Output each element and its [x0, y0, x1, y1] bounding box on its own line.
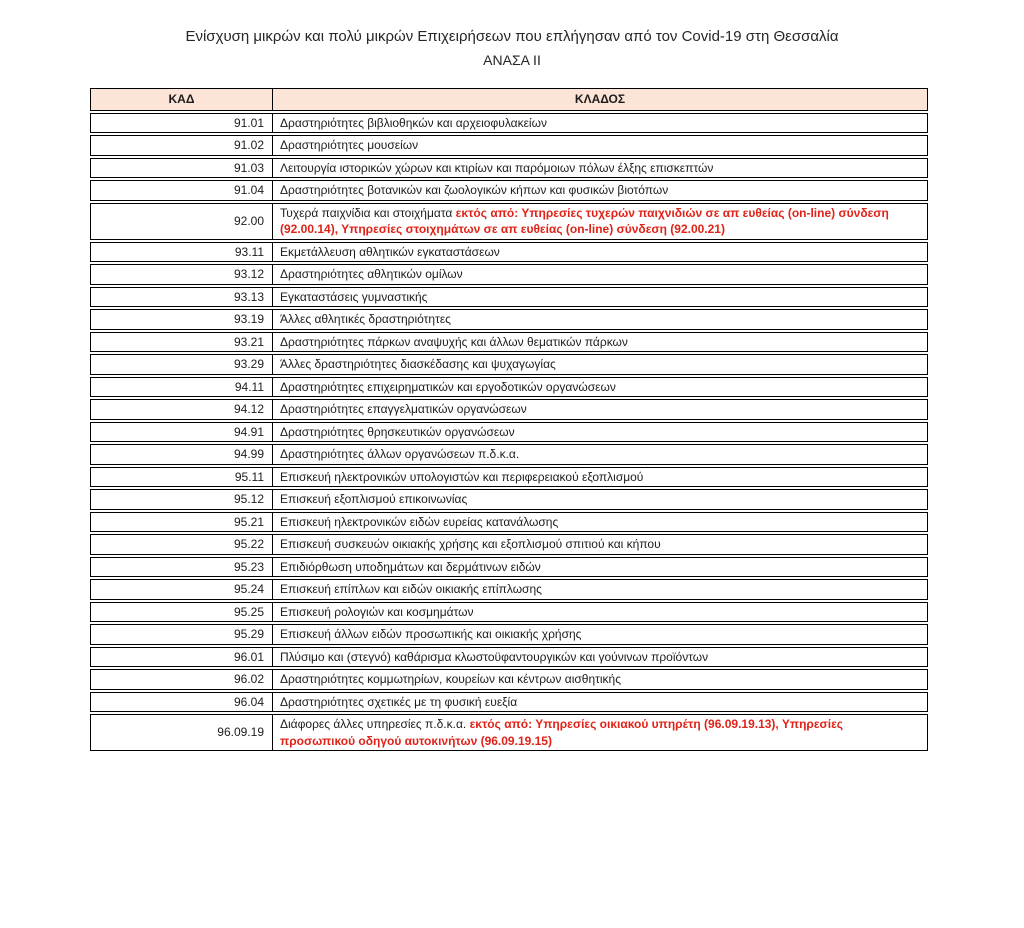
table-row [90, 692, 928, 713]
klados-cell [273, 490, 927, 509]
klados-text: Δραστηριότητες σχετικές με τη φυσική ευεξία [280, 694, 518, 709]
table-row [90, 467, 928, 488]
klados-cell [273, 136, 927, 155]
table-row [90, 180, 928, 201]
klados-cell [273, 648, 927, 667]
table-row [90, 377, 928, 398]
kad-value: 91.04 [91, 181, 273, 200]
kad-value: 93.19 [91, 310, 273, 329]
klados-cell [273, 535, 927, 554]
klados-text: Δραστηριότητες κομμωτηρίων, κουρείων και κέντρων αισθητικής [280, 672, 621, 686]
table-row [90, 579, 928, 600]
table-row [90, 242, 928, 263]
table-row [90, 203, 928, 240]
table-row [90, 557, 928, 578]
kad-value: 95.29 [91, 625, 273, 644]
kad-value: 94.99 [91, 445, 273, 464]
klados-exception: εκτός από: Υπηρεσίες οικιακού υπηρέτη (96.09.19.13), Υπηρεσίες προσωπικού οδηγού αυτοκινήτων (96.09.19.15) [280, 717, 843, 748]
kad-value: 94.91 [91, 423, 273, 442]
kad-value: 91.02 [91, 136, 273, 155]
page-subtitle: ΑΝΑΣΑ ΙΙ [483, 52, 541, 68]
klados-cell [273, 468, 927, 487]
klados-text: Τυχερά παιχνίδια και στοιχήματα [280, 205, 453, 220]
klados-text: Διάφορες άλλες υπηρεσίες π.δ.κ.α. [280, 717, 467, 731]
klados-cell [273, 580, 927, 599]
table-row [90, 399, 928, 420]
table-row [90, 287, 928, 308]
kad-value: 93.21 [91, 333, 273, 352]
table-row [90, 354, 928, 375]
table-row [90, 489, 928, 510]
klados-cell [273, 670, 927, 689]
kad-value: 93.13 [91, 288, 273, 307]
klados-cell [273, 715, 927, 750]
table-row [90, 332, 928, 353]
klados-cell [273, 625, 927, 644]
kad-value: 94.11 [91, 378, 273, 397]
klados-exception: εκτός από: Υπηρεσίες τυχερών παιχνιδιών σε απ ευθείας (on-line) σύνδεση (92.00.14), Υπηρεσίες στοιχημάτων σε απ ευθείας (on-line) σύνδεση (92.00.21) [280, 205, 889, 236]
document-header [0, 0, 1024, 70]
klados-text: Δραστηριότητες άλλων οργανώσεων π.δ.κ.α. [280, 447, 520, 461]
klados-cell [273, 378, 927, 397]
klados-cell [273, 423, 927, 442]
klados-text: Εκμετάλλευση αθλητικών εγκαταστάσεων [280, 244, 500, 259]
kad-value: 93.12 [91, 265, 273, 284]
table-row [90, 264, 928, 285]
kad-value: 93.11 [91, 243, 273, 262]
table-row [90, 512, 928, 533]
klados-text: Δραστηριότητες μουσείων [280, 138, 419, 152]
kad-value: 93.29 [91, 355, 273, 374]
klados-cell [273, 603, 927, 622]
klados-text: Επισκευή συσκευών οικιακής χρήσης και εξοπλισμού σπιτιού και κήπου [280, 537, 661, 551]
klados-text: Δραστηριότητες επαγγελματικών οργανώσεων [280, 402, 527, 416]
kad-value: 92.00 [91, 204, 273, 239]
kad-value: 96.09.19 [91, 715, 273, 750]
kad-value: 95.12 [91, 490, 273, 509]
table-row [90, 309, 928, 330]
klados-text: Εγκαταστάσεις γυμναστικής [280, 289, 428, 304]
klados-text: Δραστηριότητες βοτανικών και ζωολογικών κήπων και φυσικών βιοτόπων [280, 183, 669, 197]
klados-text: Πλύσιμο και (στεγνό) καθάρισμα κλωστοϋφαντουργικών και γούνινων προϊόντων [280, 649, 709, 664]
kad-table [90, 88, 928, 753]
kad-value: 95.23 [91, 558, 273, 577]
kad-value: 96.04 [91, 693, 273, 712]
kad-value: 91.03 [91, 159, 273, 178]
kad-value: 95.22 [91, 535, 273, 554]
kad-value: 96.02 [91, 670, 273, 689]
table-row [90, 624, 928, 645]
table-row [90, 534, 928, 555]
kad-value: 95.24 [91, 580, 273, 599]
table-row [90, 158, 928, 179]
klados-text: Επισκευή ηλεκτρονικών υπολογιστών και περιφερειακού εξοπλισμού [280, 469, 644, 484]
klados-cell [273, 243, 927, 262]
klados-text: Επισκευή ηλεκτρονικών ειδών ευρείας κατανάλωσης [280, 514, 559, 529]
klados-text: Επισκευή επίπλων και ειδών οικιακής επίπλωσης [280, 582, 542, 596]
kad-value: 95.25 [91, 603, 273, 622]
table-row [90, 422, 928, 443]
kad-value: 95.21 [91, 513, 273, 532]
klados-text: Δραστηριότητες πάρκων αναψυχής και άλλων θεματικών πάρκων [280, 334, 628, 349]
table-header-row [90, 88, 928, 111]
klados-cell [273, 114, 927, 133]
table-body [90, 113, 928, 752]
table-row [90, 444, 928, 465]
klados-text: Επισκευή ρολογιών και κοσμημάτων [280, 604, 474, 619]
klados-cell [273, 513, 927, 532]
klados-cell [273, 333, 927, 352]
klados-text: Δραστηριότητες βιβλιοθηκών και αρχειοφυλακείων [280, 115, 547, 130]
table-row [90, 113, 928, 134]
klados-cell [273, 159, 927, 178]
table-row [90, 647, 928, 668]
kad-value: 96.01 [91, 648, 273, 667]
klados-cell [273, 445, 927, 464]
header-kad: ΚΑΔ [91, 89, 273, 110]
klados-cell [273, 558, 927, 577]
page-title: Ενίσχυση μικρών και πολύ μικρών Επιχειρήσεων που επλήγησαν από τον Covid-19 στη Θεσσαλία [185, 28, 839, 45]
table-row [90, 135, 928, 156]
kad-value: 95.11 [91, 468, 273, 487]
klados-text: Επισκευή άλλων ειδών προσωπικής και οικιακής χρήσης [280, 627, 582, 641]
klados-cell [273, 288, 927, 307]
klados-text: Επισκευή εξοπλισμού επικοινωνίας [280, 492, 468, 506]
klados-cell [273, 400, 927, 419]
klados-cell [273, 181, 927, 200]
klados-text: Δραστηριότητες θρησκευτικών οργανώσεων [280, 424, 515, 439]
klados-cell [273, 310, 927, 329]
klados-cell [273, 204, 927, 239]
header-klados: ΚΛΑΔΟΣ [574, 92, 626, 106]
klados-text: Λειτουργία ιστορικών χώρων και κτιρίων και παρόμοιων πόλων έλξης επισκεπτών [280, 160, 714, 175]
kad-value: 91.01 [91, 114, 273, 133]
table-row [90, 714, 928, 751]
klados-cell [273, 693, 927, 712]
klados-cell [273, 265, 927, 284]
klados-text: Άλλες αθλητικές δραστηριότητες [280, 312, 451, 326]
table-row [90, 669, 928, 690]
klados-cell [273, 355, 927, 374]
klados-text: Άλλες δραστηριότητες διασκέδασης και ψυχαγωγίας [280, 357, 556, 371]
klados-text: Δραστηριότητες επιχειρηματικών και εργοδοτικών οργανώσεων [280, 379, 616, 394]
klados-text: Επιδιόρθωση υποδημάτων και δερμάτινων ειδών [280, 559, 541, 574]
table-row [90, 602, 928, 623]
kad-value: 94.12 [91, 400, 273, 419]
klados-text: Δραστηριότητες αθλητικών ομίλων [280, 267, 463, 281]
